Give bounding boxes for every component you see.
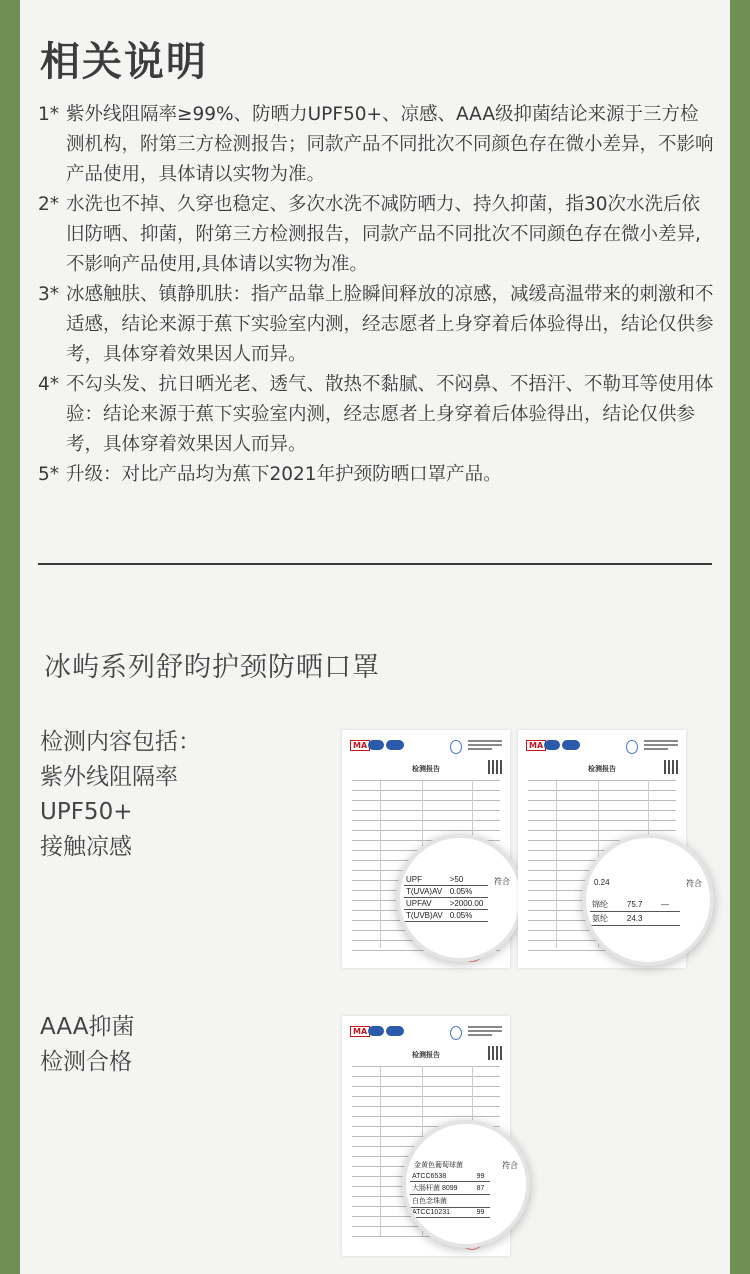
- mag-value: [475, 1195, 490, 1208]
- qr-code-icon: [488, 1046, 502, 1060]
- report-title: 检测报告: [412, 1051, 440, 1059]
- lab-logo: [626, 740, 638, 754]
- mag-conclusion: 符合: [494, 877, 510, 886]
- notes-list: [38, 100, 714, 490]
- antibacterial-line: 检测合格: [40, 1049, 132, 1075]
- antibacterial-label: [40, 1010, 134, 1080]
- mag-value: 0.24: [594, 878, 610, 887]
- note-text: 水洗也不掉、久穿也稳定、多次水洗不减防晒力、持久抑菌，指30次水洗后依旧防晒、抑菌，附第三方检测报告，同款产品不同批次不同颜色存在微小差异,不影响产品使用,具体请以实物为准。: [66, 194, 701, 275]
- magnifier-antibacterial-results: [402, 1120, 530, 1248]
- page-title: 相关说明: [40, 39, 208, 85]
- cma-logo: MA: [350, 740, 370, 751]
- note-number: 5*: [38, 464, 60, 485]
- mag-value: 87: [475, 1182, 490, 1195]
- note-number: 1*: [38, 104, 60, 125]
- cnas-logo: [386, 1026, 404, 1036]
- report-title: 检测报告: [588, 765, 616, 773]
- report-title: 检测报告: [412, 765, 440, 773]
- mag-conclusion: 符合: [502, 1161, 518, 1170]
- mag-conclusion: —: [659, 898, 680, 912]
- mag-key: UPFAV: [404, 898, 448, 910]
- mag-value: 99: [475, 1172, 490, 1182]
- mag-key: 氨纶: [590, 912, 625, 926]
- magnifier-cooling-results: [582, 834, 714, 966]
- antibacterial-line: AAA抑菌: [40, 1014, 135, 1040]
- test-content-line: UPF50+: [40, 799, 133, 825]
- mag-key: T(UVB)AV: [404, 910, 448, 922]
- qr-code-icon: [488, 760, 502, 774]
- section-divider: [38, 563, 712, 565]
- note-number: 4*: [38, 374, 60, 395]
- note-item: [38, 100, 714, 190]
- note-item: [38, 460, 714, 490]
- cnas-logo: [386, 740, 404, 750]
- mag-value: 99: [475, 1208, 490, 1218]
- mag-header: 金黄色葡萄球菌: [414, 1162, 463, 1169]
- lab-logo: [450, 740, 462, 754]
- ilac-logo: [368, 740, 384, 750]
- note-item: [38, 370, 714, 460]
- note-text: 升级：对比产品均为蕉下2021年护颈防晒口罩产品。: [66, 464, 502, 485]
- mag-key: 白色念珠菌: [410, 1195, 475, 1208]
- note-number: 3*: [38, 284, 60, 305]
- test-content-label: [40, 725, 201, 865]
- qr-code-icon: [664, 760, 678, 774]
- mag-key: ATCC10231: [410, 1208, 475, 1218]
- note-item: [38, 280, 714, 370]
- note-text: 紫外线阻隔率≥99%、防晒力UPF50+、凉感、AAA级抑菌结论来源于三方检测机构，附第三方检测报告；同款产品不同批次不同颜色存在微小差异，不影响产品使用，具体请以实物为准。: [66, 104, 714, 185]
- ilac-logo: [544, 740, 560, 750]
- page: [20, 0, 730, 1274]
- mag-value: 0.05%: [448, 910, 488, 922]
- mag-key: 大肠杆菌 8099: [410, 1182, 475, 1195]
- test-content-line: 检测内容包括：: [40, 729, 201, 755]
- test-report-image-uv: [342, 730, 510, 968]
- cma-logo: MA: [526, 740, 546, 751]
- lab-logo: [450, 1026, 462, 1040]
- mag-value: >50: [448, 874, 488, 886]
- mag-value: >2000.00: [448, 898, 488, 910]
- test-content-line: 紫外线阻隔率: [40, 764, 178, 790]
- test-report-image-antibacterial: [342, 1016, 518, 1256]
- cma-logo: MA: [350, 1026, 370, 1037]
- note-text: 不勾头发、抗日晒光老、透气、散热不黏腻、不闷鼻、不捂汗、不勒耳等使用体验：结论来源于蕉下实验室内测，经志愿者上身穿着后体验得出，结论仅供参考，具体穿着效果因人而异。: [66, 374, 714, 455]
- note-text: 冰感触肤、镇静肌肤：指产品靠上脸瞬间释放的凉感，减缓高温带来的刺激和不适感，结论来源于蕉下实验室内测，经志愿者上身穿着后体验得出，结论仅供参考，具体穿着效果因人而异。: [66, 284, 714, 365]
- mag-conclusion: 符合: [686, 879, 702, 888]
- mag-key: ATCC6538: [410, 1172, 475, 1182]
- mag-value: 24.3: [625, 912, 659, 926]
- test-content-line: 接触凉感: [40, 834, 132, 860]
- mag-key: 锦纶: [590, 898, 625, 912]
- product-name: 冰屿系列舒昀护颈防晒口罩: [44, 652, 380, 683]
- cnas-logo: [562, 740, 580, 750]
- mag-key: UPF: [404, 874, 448, 886]
- mag-conclusion: [659, 912, 680, 926]
- note-item: [38, 190, 714, 280]
- note-number: 2*: [38, 194, 60, 215]
- magnifier-uv-results: [396, 834, 524, 962]
- mag-value: 0.05%: [448, 886, 488, 898]
- ilac-logo: [368, 1026, 384, 1036]
- test-report-image-cooling: [518, 730, 702, 968]
- mag-key: T(UVA)AV: [404, 886, 448, 898]
- mag-value: 75.7: [625, 898, 659, 912]
